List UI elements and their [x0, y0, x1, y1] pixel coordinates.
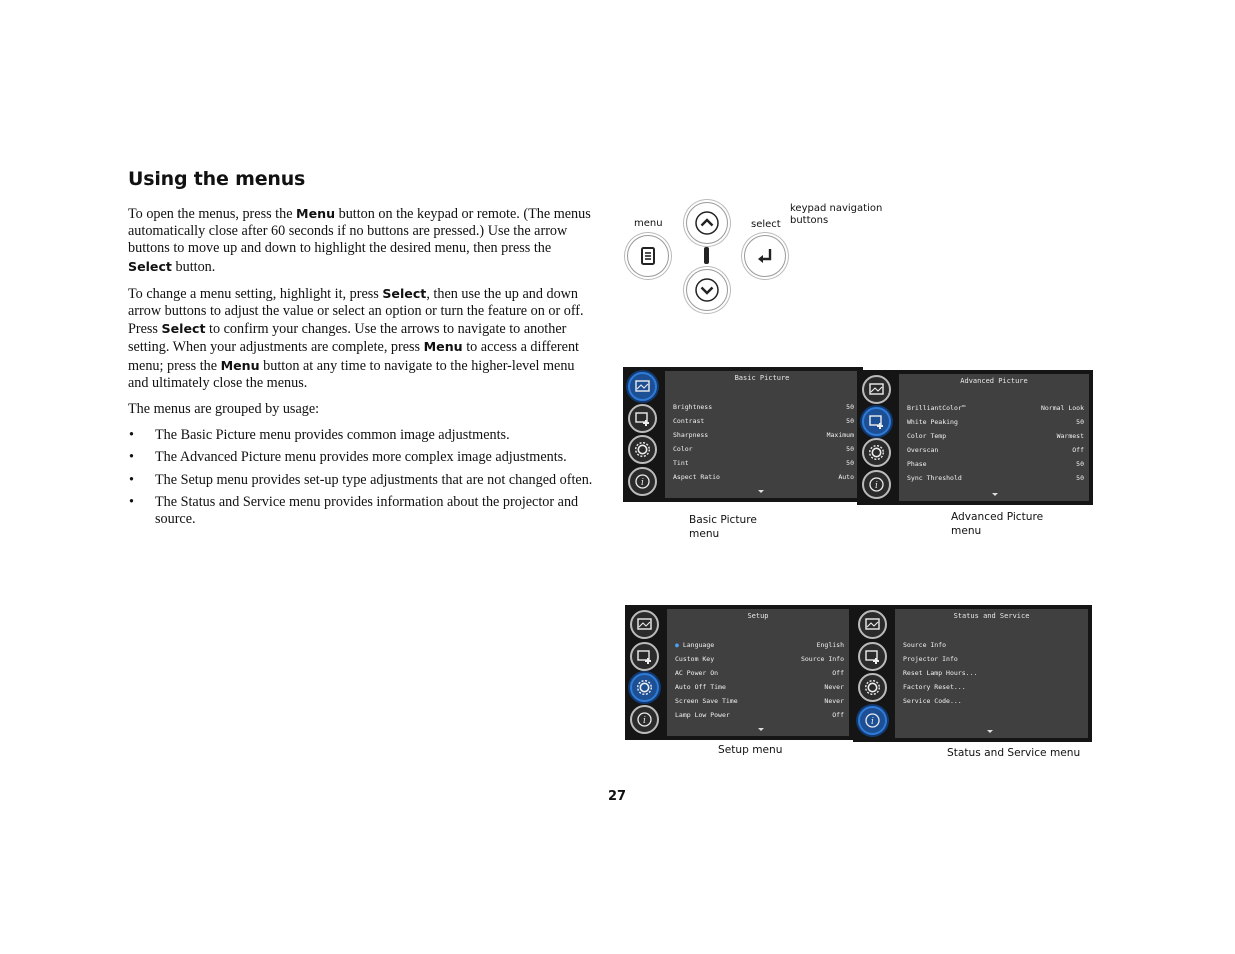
caption-line: menu: [951, 525, 982, 537]
advanced-picture-icon[interactable]: [862, 407, 891, 436]
menu-row-projector-info[interactable]: [903, 655, 1083, 667]
setting-value: 50: [846, 403, 854, 411]
menu-icon: [634, 242, 662, 270]
setting-value: Maximum: [826, 431, 854, 439]
select-button-label: select: [751, 219, 781, 230]
menu-row-contrast[interactable]: [673, 417, 854, 429]
setup-gear-icon[interactable]: [630, 673, 659, 702]
setting-value: Auto: [838, 473, 854, 481]
text-span: To change a menu setting, highlight it, press: [128, 285, 383, 302]
scroll-down-icon[interactable]: [758, 728, 764, 731]
setup-menu: [625, 605, 853, 740]
menu-title: Basic Picture: [734, 374, 790, 382]
setting-name: Brightness: [673, 403, 713, 411]
info-icon[interactable]: [628, 467, 657, 496]
up-button[interactable]: [686, 202, 728, 244]
caption-line: menu: [689, 528, 720, 540]
status-service-caption: Status and Service menu: [947, 747, 1081, 759]
menu-row-aspect-ratio[interactable]: [673, 473, 854, 485]
menu-group-list: [128, 427, 598, 528]
down-arrow-icon: [693, 276, 721, 304]
basic-picture-icon[interactable]: [630, 610, 659, 639]
list-item: • The Setup menu provides set-up type adjustments that are not changed often.: [128, 472, 598, 489]
caption-line: Advanced Picture: [951, 511, 1044, 523]
setting-value: 50: [1076, 460, 1084, 468]
text-span: to confirm your changes. Use the arrows to navigate to another setting. When your adjustments are complete, press: [128, 321, 567, 356]
setting-name: Color: [673, 445, 693, 453]
setting-value: Off: [832, 669, 844, 677]
setting-value: 50: [846, 445, 854, 453]
basic-picture-caption: [689, 513, 757, 541]
setting-name: Phase: [907, 460, 927, 468]
enter-icon: [751, 242, 779, 270]
caption-line: buttons: [790, 215, 829, 226]
menu-row-brightness[interactable]: [673, 403, 854, 415]
keypad-caption: [790, 203, 882, 227]
scroll-down-icon[interactable]: [992, 493, 998, 496]
svg-text:i: i: [875, 481, 878, 491]
list-item: • The Advanced Picture menu provides more complex image adjustments.: [128, 449, 598, 466]
menu-row-phase[interactable]: [907, 460, 1084, 472]
menu-panel: [899, 374, 1089, 501]
menu-row-sync-threshold[interactable]: [907, 474, 1084, 486]
setting-name: BrilliantColor™: [907, 404, 966, 412]
setting-value: English: [816, 641, 844, 649]
select-button[interactable]: [744, 235, 786, 277]
setting-name: AC Power On: [675, 669, 719, 677]
menu-row-screen-save-time[interactable]: [675, 697, 844, 709]
scroll-down-icon[interactable]: [987, 730, 993, 733]
menu-row-overscan[interactable]: [907, 446, 1084, 458]
menu-row-color-temp[interactable]: [907, 432, 1084, 444]
svg-text:i: i: [641, 478, 644, 488]
text-span: button at any time to navigate to the higher-level menu and ultimately close the menus.: [128, 357, 575, 391]
setting-value: Off: [1072, 446, 1084, 454]
list-item: • The Status and Service menu provides information about the projector and source.: [128, 494, 598, 528]
text-span: to access a different menu; press the: [128, 339, 579, 374]
menu-row-color[interactable]: [673, 445, 854, 457]
menu-title: Advanced Picture: [960, 377, 1028, 385]
select-term: Select: [161, 321, 206, 337]
setup-gear-icon[interactable]: [862, 438, 891, 467]
menu-row-tint[interactable]: [673, 459, 854, 471]
setting-name: Auto Off Time: [675, 683, 726, 691]
basic-picture-icon[interactable]: [858, 610, 887, 639]
setting-name: Projector Info: [903, 655, 958, 663]
menu-panel: [667, 609, 849, 736]
setting-value: Off: [832, 711, 844, 719]
setting-name: Factory Reset...: [903, 683, 966, 691]
setting-label: Language: [682, 641, 715, 649]
menu-button-label: menu: [634, 218, 663, 229]
setting-value: 50: [1076, 418, 1084, 426]
menu-row-custom-key[interactable]: [675, 655, 844, 667]
keypad-divider: [704, 247, 709, 264]
setting-name: White Peaking: [907, 418, 958, 426]
menu-button[interactable]: [627, 235, 669, 277]
caption-line: keypad navigation: [790, 203, 883, 214]
menu-panel: [895, 609, 1088, 738]
menu-rail: [625, 605, 665, 740]
down-button[interactable]: [686, 269, 728, 311]
basic-picture-icon[interactable]: [862, 375, 891, 404]
advanced-picture-icon[interactable]: [628, 404, 657, 433]
setting-value: 50: [846, 459, 854, 467]
paragraph-grouping: The menus are grouped by usage:: [128, 401, 320, 418]
info-icon[interactable]: [862, 470, 891, 499]
page-number: 27: [608, 789, 627, 804]
setting-name: [675, 641, 714, 649]
select-term: Select: [128, 258, 172, 274]
menu-title: Status and Service: [953, 612, 1030, 620]
scroll-down-icon[interactable]: [758, 490, 764, 493]
setting-value: Warmest: [1056, 432, 1084, 440]
svg-text:i: i: [871, 717, 874, 727]
text-span: button on the keypad or remote. (The menus automatically close after 60 seconds if no buttons are pressed.) Use the arrow buttons to move up and down to highlight the desired menu, then press the: [128, 206, 591, 257]
advanced-picture-menu: [857, 370, 1093, 505]
setting-name: Custom Key: [675, 655, 715, 663]
list-item: • The Basic Picture menu provides common image adjustments.: [128, 427, 598, 444]
menu-rail: [857, 370, 897, 505]
select-term: Select: [382, 285, 427, 301]
page-title: Using the menus: [128, 168, 306, 190]
setting-value: Source Info: [800, 655, 844, 663]
setting-value: 50: [846, 417, 854, 425]
setting-name: Sharpness: [673, 431, 709, 439]
text-span: To open the menus, press the: [128, 206, 297, 222]
menu-row-auto-off-time[interactable]: [675, 683, 844, 695]
globe-icon: ●: [675, 641, 679, 649]
basic-picture-icon[interactable]: [628, 372, 657, 401]
setup-gear-icon[interactable]: [628, 435, 657, 464]
setup-gear-icon[interactable]: [858, 673, 887, 702]
paragraph-change-setting: [128, 285, 598, 392]
menu-rail: [853, 605, 893, 742]
menu-term: Menu: [423, 339, 463, 355]
up-arrow-icon: [693, 209, 721, 237]
advanced-picture-caption: [951, 510, 1043, 538]
menu-term: Menu: [296, 206, 336, 221]
setting-name: Contrast: [673, 417, 705, 425]
info-icon[interactable]: [858, 706, 887, 735]
setting-name: Screen Save Time: [675, 697, 738, 705]
info-icon[interactable]: [630, 705, 659, 734]
setting-value: 50: [1076, 474, 1084, 482]
menu-rail: [623, 367, 663, 502]
setting-value: Never: [824, 697, 844, 705]
advanced-picture-icon[interactable]: [858, 642, 887, 671]
body-text: [128, 205, 598, 533]
menu-row-source-info[interactable]: [903, 641, 1083, 653]
menu-panel: [665, 371, 859, 498]
setting-name: Color Temp: [907, 432, 947, 440]
setting-name: Tint: [673, 459, 689, 467]
menu-row-lamp-low-power[interactable]: [675, 711, 844, 723]
basic-picture-menu: [623, 367, 863, 502]
menu-title: Setup: [747, 612, 769, 620]
setting-name: Overscan: [907, 446, 939, 454]
menu-row-sharpness[interactable]: [673, 431, 854, 443]
menu-row-reset-lamp-hours[interactable]: [903, 669, 1083, 681]
paragraph-open-menus: [128, 205, 598, 276]
setting-name: Lamp Low Power: [675, 711, 730, 719]
menu-row-ac-power-on[interactable]: [675, 669, 844, 681]
menu-row-factory-reset[interactable]: [903, 683, 1083, 695]
menu-term: Menu: [220, 357, 260, 373]
setting-value: Never: [824, 683, 844, 691]
menu-row-language[interactable]: [675, 641, 844, 653]
menu-row-white-peaking[interactable]: [907, 418, 1084, 430]
setting-name: Reset Lamp Hours...: [903, 669, 978, 677]
text-span: , then use the up and down arrow buttons to adjust the value or select an option or turn the feature on or off. Press: [128, 285, 584, 338]
setting-name: Service Code...: [903, 697, 962, 705]
setting-name: Source Info: [903, 641, 947, 649]
setting-name: Sync Threshold: [907, 474, 962, 482]
caption-line: Basic Picture: [689, 514, 757, 526]
text-span: button.: [171, 258, 216, 275]
setting-value: Normal Look: [1040, 404, 1084, 412]
setting-name: Aspect Ratio: [673, 473, 720, 481]
menu-row-service-code[interactable]: [903, 697, 1083, 709]
status-service-menu: [853, 605, 1092, 742]
setup-menu-caption: Setup menu: [718, 744, 783, 756]
svg-text:i: i: [643, 716, 646, 726]
menu-row-brilliantcolor[interactable]: [907, 404, 1084, 416]
advanced-picture-icon[interactable]: [630, 642, 659, 671]
